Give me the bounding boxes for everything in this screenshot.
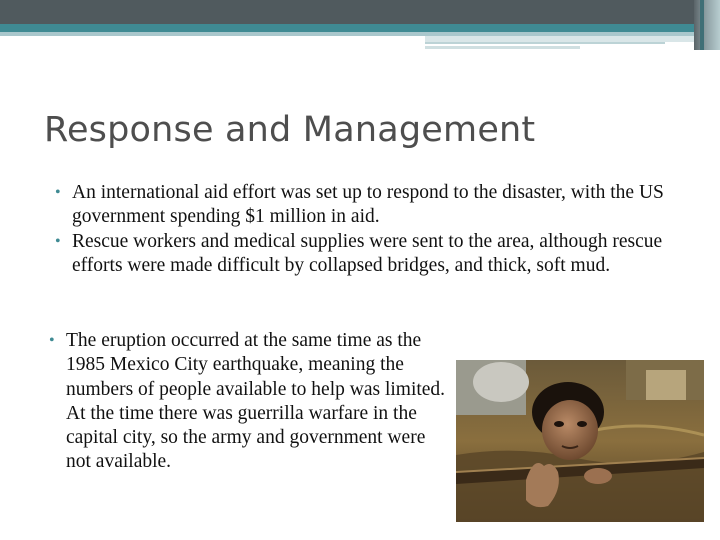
corner-decoration-stripe	[700, 0, 704, 50]
bullet-item	[49, 329, 446, 475]
bullet-item	[55, 230, 682, 279]
bullet-list-top	[55, 181, 682, 278]
header-accent-bar	[0, 24, 720, 32]
bullet-text: An international aid effort was set up to respond to the disaster, with the US government spending $1 million in aid.	[72, 182, 664, 228]
bullet-dot-icon: •	[55, 184, 61, 201]
header-bar	[0, 0, 720, 24]
bullet-item	[55, 181, 682, 230]
header-stripe	[425, 46, 580, 49]
photo-girl-in-mud	[456, 360, 704, 522]
header-stripe	[425, 42, 665, 44]
bullet-list-bottom	[49, 329, 446, 475]
bullet-dot-icon: •	[49, 332, 55, 349]
bullet-text: Rescue workers and medical supplies were sent to the area, although rescue efforts were made difficult by collapsed bridges, and thick, soft mud.	[72, 230, 663, 276]
slide-title: Response and Management	[44, 110, 536, 150]
photo-illustration	[456, 360, 704, 522]
bullet-text: The eruption occurred at the same time as the 1985 Mexico City earthquake, meaning the numbers of people available to help was limited. At the time there was guerrilla warfare in the capital city, so the army and government were not available.	[66, 330, 446, 473]
corner-decoration	[694, 0, 720, 50]
bullet-dot-icon: •	[55, 232, 61, 250]
